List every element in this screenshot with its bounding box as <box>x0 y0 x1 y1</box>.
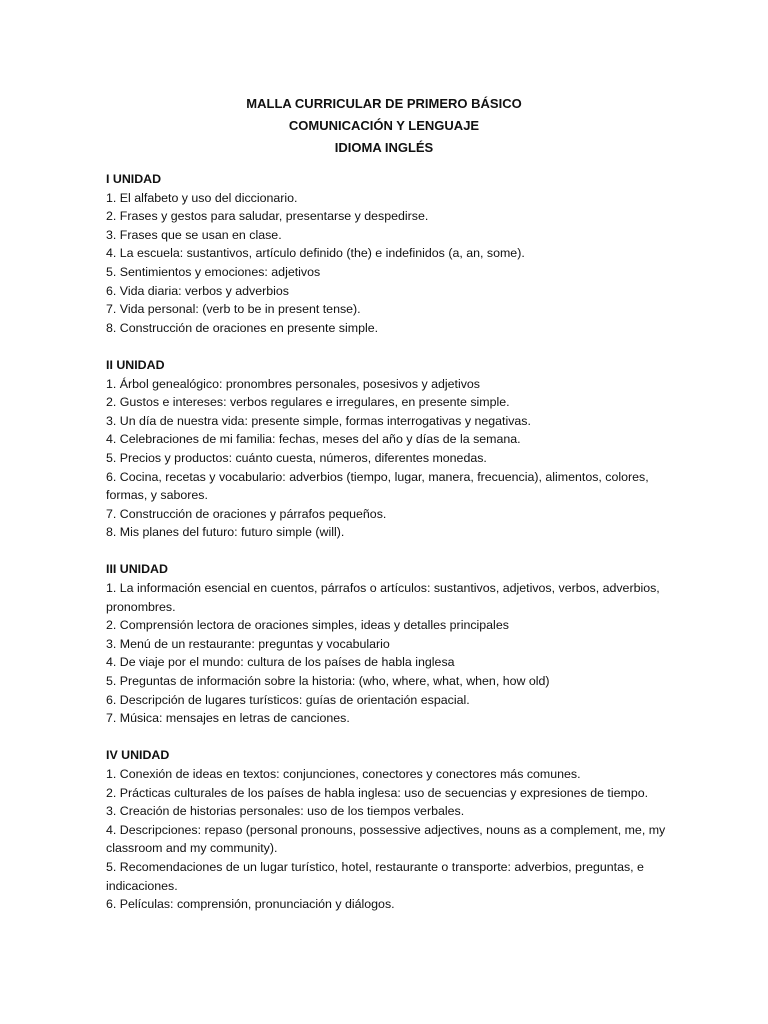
unit-item: 8. Construcción de oraciones en presente simple. <box>106 320 379 335</box>
unit-2-section <box>106 356 666 542</box>
unit-item: 2. Frases y gestos para saludar, presentarse y despedirse. <box>106 209 429 224</box>
unit-heading: III UNIDAD <box>106 562 168 577</box>
unit-item: 1. La información esencial en cuentos, párrafos o artículos: sustantivos, adjetivos, verbos, adverbios, pronombres. <box>106 581 660 614</box>
unit-item: 4. La escuela: sustantivos, artículo definido (the) e indefinidos (a, an, some). <box>106 246 525 261</box>
unit-item: 2. Comprensión lectora de oraciones simples, ideas y detalles principales <box>106 618 509 633</box>
unit-item: 1. Árbol genealógico: pronombres personales, posesivos y adjetivos <box>106 376 480 391</box>
unit-item: 6. Películas: comprensión, pronunciación y diálogos. <box>106 897 395 912</box>
unit-item: 5. Preguntas de información sobre la historia: (who, where, what, when, how old) <box>106 674 550 689</box>
unit-item: 5. Sentimientos y emociones: adjetivos <box>106 264 321 279</box>
unit-item: 7. Música: mensajes en letras de canciones. <box>106 711 350 726</box>
unit-item: 4. Descripciones: repaso (personal pronouns, possessive adjectives, nouns as a complement, me, my classroom and my community). <box>106 822 666 856</box>
unit-item: 7. Construcción de oraciones y párrafos pequeños. <box>106 506 387 521</box>
unit-3-section <box>106 560 666 727</box>
unit-item: 6. Descripción de lugares turísticos: guías de orientación espacial. <box>106 692 470 707</box>
unit-item: 5. Precios y productos: cuánto cuesta, números, diferentes monedas. <box>106 450 487 465</box>
unit-heading: II UNIDAD <box>106 357 165 372</box>
unit-item: 1. El alfabeto y uso del diccionario. <box>106 190 298 205</box>
unit-item: 3. Menú de un restaurante: preguntas y vocabulario <box>106 636 390 651</box>
unit-heading: I UNIDAD <box>106 172 162 186</box>
title-line-subject: COMUNICACIÓN Y LENGUAJE <box>288 118 480 133</box>
unit-item: 2. Prácticas culturales de los países de habla inglesa: uso de secuencias y expresiones de tiempo. <box>106 785 649 800</box>
unit-item: 3. Frases que se usan en clase. <box>106 227 282 242</box>
unit-item: 4. Celebraciones de mi familia: fechas, meses del año y días de la semana. <box>106 432 521 447</box>
unit-4-section <box>106 746 666 913</box>
unit-item: 6. Cocina, recetas y vocabulario: adverbios (tiempo, lugar, manera, frecuencia), alimentos, colores, formas, y sabores. <box>106 469 649 503</box>
unit-item: 6. Vida diaria: verbos y adverbios <box>106 283 289 298</box>
unit-item: 8. Mis planes del futuro: futuro simple (will). <box>106 525 345 540</box>
document-title <box>0 93 768 159</box>
unit-item: 5. Recomendaciones de un lugar turístico, hotel, restaurante o transporte: adverbios, preguntas, e indicaciones. <box>106 859 644 893</box>
unit-1-section <box>106 170 666 337</box>
unit-item: 3. Creación de historias personales: uso de los tiempos verbales. <box>106 804 465 819</box>
unit-item-list <box>106 765 666 914</box>
unit-item: 4. De viaje por el mundo: cultura de los países de habla inglesa <box>106 655 455 670</box>
document-body <box>106 170 666 932</box>
unit-item: 1. Conexión de ideas en textos: conjunciones, conectores y conectores más comunes. <box>106 767 581 781</box>
title-line-course: MALLA CURRICULAR DE PRIMERO BÁSICO <box>246 96 522 111</box>
unit-item: 2. Gustos e intereses: verbos regulares e irregulares, en presente simple. <box>106 395 510 410</box>
unit-item-list <box>106 579 666 728</box>
unit-item: 7. Vida personal: (verb to be in present tense). <box>106 302 361 317</box>
unit-item-list <box>106 375 666 542</box>
unit-heading: IV UNIDAD <box>106 748 170 763</box>
title-line-language: IDIOMA INGLÉS <box>334 140 434 155</box>
unit-item: 3. Un día de nuestra vida: presente simple, formas interrogativas y negativas. <box>106 413 531 428</box>
unit-item-list <box>106 189 666 338</box>
